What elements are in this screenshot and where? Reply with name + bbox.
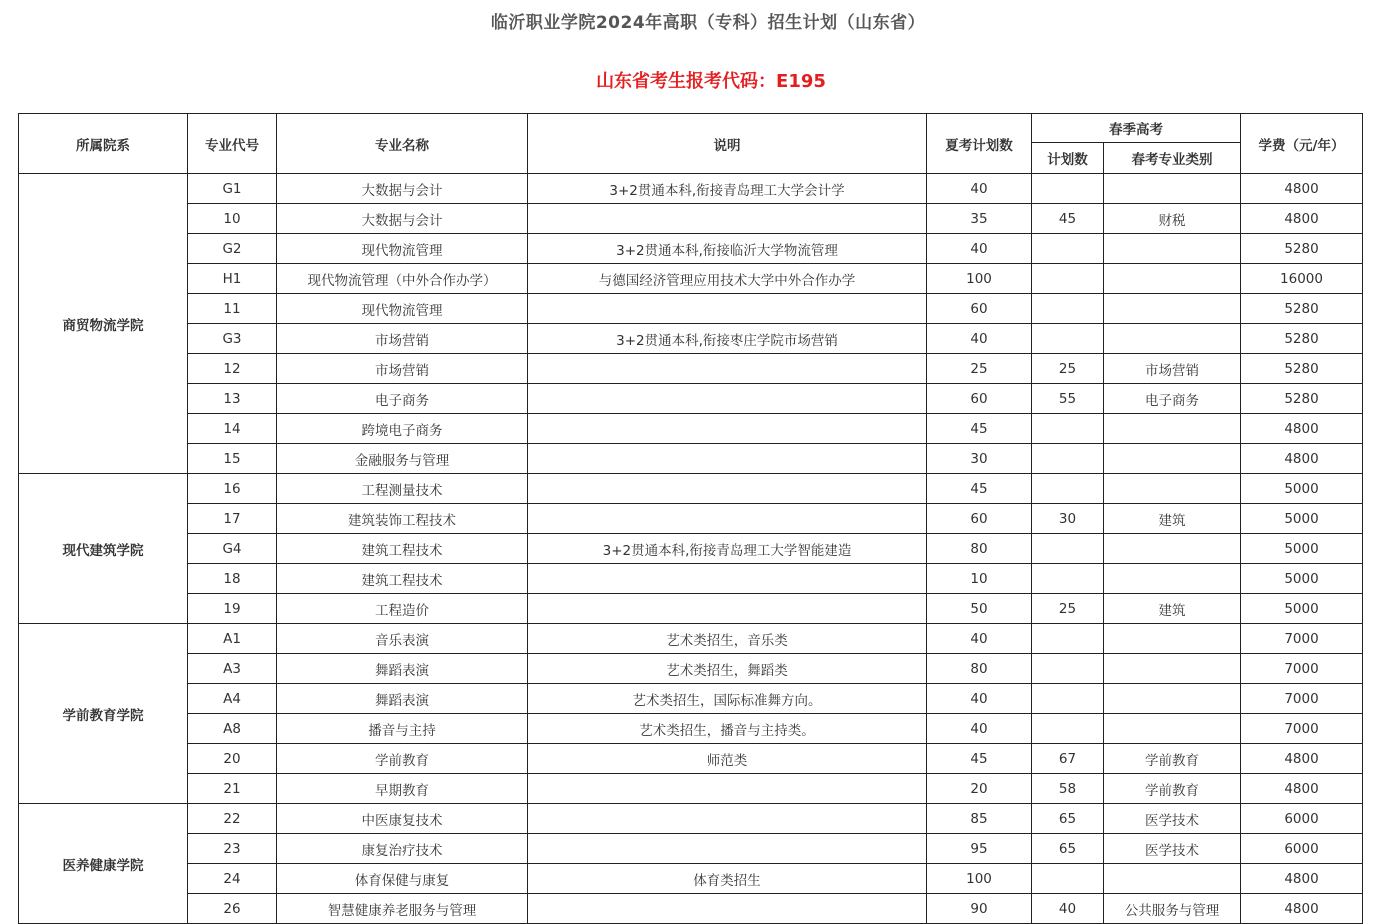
cell-major: 工程测量技术 xyxy=(277,474,528,504)
table-row xyxy=(19,864,1363,894)
table-row xyxy=(19,354,1363,384)
cell-spring-category xyxy=(1104,864,1241,894)
cell-spring-category xyxy=(1104,294,1241,324)
cell-note xyxy=(528,354,927,384)
cell-note: 艺术类招生，音乐类 xyxy=(528,624,927,654)
cell-college: 学前教育学院 xyxy=(19,624,188,804)
table-row xyxy=(19,804,1363,834)
table-row xyxy=(19,174,1363,204)
table-row xyxy=(19,444,1363,474)
cell-summer-plan: 45 xyxy=(927,744,1032,774)
cell-code: 12 xyxy=(188,354,277,384)
table-row xyxy=(19,204,1363,234)
cell-major: 市场营销 xyxy=(277,324,528,354)
cell-fee: 7000 xyxy=(1241,684,1363,714)
cell-college: 商贸物流学院 xyxy=(19,174,188,474)
cell-fee: 5280 xyxy=(1241,384,1363,414)
cell-code: 23 xyxy=(188,834,277,864)
cell-college: 医养健康学院 xyxy=(19,804,188,924)
table-row xyxy=(19,384,1363,414)
cell-fee: 4800 xyxy=(1241,414,1363,444)
cell-spring-category xyxy=(1104,474,1241,504)
table-row xyxy=(19,504,1363,534)
cell-note: 艺术类招生，国际标准舞方向。 xyxy=(528,684,927,714)
cell-major: 舞蹈表演 xyxy=(277,654,528,684)
table-row xyxy=(19,474,1363,504)
cell-code: 24 xyxy=(188,864,277,894)
cell-fee: 5000 xyxy=(1241,504,1363,534)
cell-spring-category xyxy=(1104,324,1241,354)
cell-spring-plan xyxy=(1032,324,1104,354)
cell-summer-plan: 30 xyxy=(927,444,1032,474)
cell-code: 16 xyxy=(188,474,277,504)
cell-fee: 16000 xyxy=(1241,264,1363,294)
cell-spring-category: 医学技术 xyxy=(1104,834,1241,864)
cell-spring-category xyxy=(1104,444,1241,474)
cell-major: 学前教育 xyxy=(277,744,528,774)
cell-fee: 5000 xyxy=(1241,534,1363,564)
cell-spring-category: 财税 xyxy=(1104,204,1241,234)
cell-note xyxy=(528,804,927,834)
cell-summer-plan: 80 xyxy=(927,654,1032,684)
cell-major: 体育保健与康复 xyxy=(277,864,528,894)
cell-spring-plan: 40 xyxy=(1032,894,1104,924)
cell-major: 金融服务与管理 xyxy=(277,444,528,474)
cell-spring-plan xyxy=(1032,624,1104,654)
cell-spring-plan: 30 xyxy=(1032,504,1104,534)
header-summer-plan: 夏考计划数 xyxy=(927,114,1032,174)
cell-fee: 4800 xyxy=(1241,774,1363,804)
cell-note: 艺术类招生，舞蹈类 xyxy=(528,654,927,684)
cell-note: 3+2贯通本科,衔接枣庄学院市场营销 xyxy=(528,324,927,354)
cell-summer-plan: 25 xyxy=(927,354,1032,384)
cell-fee: 5000 xyxy=(1241,594,1363,624)
cell-code: A3 xyxy=(188,654,277,684)
cell-summer-plan: 45 xyxy=(927,414,1032,444)
cell-fee: 5000 xyxy=(1241,564,1363,594)
cell-code: 22 xyxy=(188,804,277,834)
cell-note: 师范类 xyxy=(528,744,927,774)
cell-major: 现代物流管理（中外合作办学） xyxy=(277,264,528,294)
table-body xyxy=(19,174,1363,924)
cell-spring-plan xyxy=(1032,444,1104,474)
cell-spring-plan: 58 xyxy=(1032,774,1104,804)
cell-note xyxy=(528,414,927,444)
cell-code: 17 xyxy=(188,504,277,534)
cell-major: 康复治疗技术 xyxy=(277,834,528,864)
cell-spring-plan xyxy=(1032,654,1104,684)
cell-major: 跨境电子商务 xyxy=(277,414,528,444)
header-spring-plan: 计划数 xyxy=(1032,143,1104,174)
cell-major: 智慧健康养老服务与管理 xyxy=(277,894,528,924)
cell-code: 13 xyxy=(188,384,277,414)
cell-code: 26 xyxy=(188,894,277,924)
cell-fee: 5280 xyxy=(1241,354,1363,384)
cell-summer-plan: 100 xyxy=(927,264,1032,294)
cell-fee: 5280 xyxy=(1241,324,1363,354)
cell-major: 播音与主持 xyxy=(277,714,528,744)
cell-spring-category xyxy=(1104,414,1241,444)
table-row xyxy=(19,414,1363,444)
cell-code: 18 xyxy=(188,564,277,594)
cell-major: 电子商务 xyxy=(277,384,528,414)
header-spring-category: 春考专业类别 xyxy=(1104,143,1241,174)
cell-fee: 6000 xyxy=(1241,834,1363,864)
cell-spring-category xyxy=(1104,654,1241,684)
cell-note xyxy=(528,594,927,624)
cell-note xyxy=(528,894,927,924)
cell-spring-category xyxy=(1104,684,1241,714)
cell-code: H1 xyxy=(188,264,277,294)
cell-summer-plan: 40 xyxy=(927,174,1032,204)
cell-spring-plan xyxy=(1032,234,1104,264)
cell-code: A8 xyxy=(188,714,277,744)
cell-code: A4 xyxy=(188,684,277,714)
cell-code: G1 xyxy=(188,174,277,204)
table-row xyxy=(19,234,1363,264)
table-row xyxy=(19,714,1363,744)
cell-summer-plan: 60 xyxy=(927,504,1032,534)
cell-note: 3+2贯通本科,衔接青岛理工大学智能建造 xyxy=(528,534,927,564)
cell-spring-category: 学前教育 xyxy=(1104,774,1241,804)
table-row xyxy=(19,564,1363,594)
cell-spring-plan: 45 xyxy=(1032,204,1104,234)
cell-spring-plan: 65 xyxy=(1032,834,1104,864)
cell-note: 与德国经济管理应用技术大学中外合作办学 xyxy=(528,264,927,294)
cell-summer-plan: 100 xyxy=(927,864,1032,894)
cell-major: 市场营销 xyxy=(277,354,528,384)
table-row xyxy=(19,774,1363,804)
cell-code: 10 xyxy=(188,204,277,234)
cell-summer-plan: 60 xyxy=(927,384,1032,414)
cell-spring-plan xyxy=(1032,474,1104,504)
cell-fee: 4800 xyxy=(1241,864,1363,894)
cell-spring-plan xyxy=(1032,564,1104,594)
cell-spring-plan xyxy=(1032,864,1104,894)
table-row xyxy=(19,324,1363,354)
cell-major: 中医康复技术 xyxy=(277,804,528,834)
cell-code: 15 xyxy=(188,444,277,474)
cell-fee: 4800 xyxy=(1241,894,1363,924)
cell-summer-plan: 85 xyxy=(927,804,1032,834)
header-spring-exam: 春季高考 xyxy=(1032,114,1241,143)
table-row xyxy=(19,894,1363,924)
cell-spring-category xyxy=(1104,564,1241,594)
cell-spring-plan: 25 xyxy=(1032,594,1104,624)
cell-spring-category: 市场营销 xyxy=(1104,354,1241,384)
cell-spring-plan xyxy=(1032,264,1104,294)
cell-spring-plan xyxy=(1032,414,1104,444)
table-row xyxy=(19,594,1363,624)
cell-major: 大数据与会计 xyxy=(277,174,528,204)
cell-spring-category xyxy=(1104,534,1241,564)
cell-spring-category: 建筑 xyxy=(1104,594,1241,624)
cell-code: 14 xyxy=(188,414,277,444)
cell-fee: 7000 xyxy=(1241,714,1363,744)
application-code: 山东省考生报考代码：E195 xyxy=(596,71,826,92)
cell-note xyxy=(528,834,927,864)
cell-spring-plan xyxy=(1032,294,1104,324)
cell-major: 现代物流管理 xyxy=(277,294,528,324)
cell-note xyxy=(528,384,927,414)
cell-fee: 7000 xyxy=(1241,654,1363,684)
cell-spring-category: 建筑 xyxy=(1104,504,1241,534)
table-row xyxy=(19,654,1363,684)
cell-note: 体育类招生 xyxy=(528,864,927,894)
cell-fee: 5280 xyxy=(1241,294,1363,324)
cell-summer-plan: 95 xyxy=(927,834,1032,864)
table-row xyxy=(19,624,1363,654)
cell-summer-plan: 80 xyxy=(927,534,1032,564)
cell-code: 19 xyxy=(188,594,277,624)
cell-spring-category xyxy=(1104,234,1241,264)
cell-summer-plan: 90 xyxy=(927,894,1032,924)
cell-spring-plan: 25 xyxy=(1032,354,1104,384)
table-row xyxy=(19,264,1363,294)
cell-major: 建筑工程技术 xyxy=(277,534,528,564)
cell-major: 现代物流管理 xyxy=(277,234,528,264)
cell-note xyxy=(528,204,927,234)
cell-note xyxy=(528,564,927,594)
cell-note: 艺术类招生，播音与主持类。 xyxy=(528,714,927,744)
cell-summer-plan: 35 xyxy=(927,204,1032,234)
table-row xyxy=(19,684,1363,714)
cell-major: 早期教育 xyxy=(277,774,528,804)
cell-spring-plan xyxy=(1032,174,1104,204)
page-title: 临沂职业学院2024年高职（专科）招生计划（山东省） xyxy=(490,13,926,33)
cell-summer-plan: 10 xyxy=(927,564,1032,594)
cell-spring-category xyxy=(1104,174,1241,204)
cell-code: G4 xyxy=(188,534,277,564)
cell-major: 舞蹈表演 xyxy=(277,684,528,714)
table-row xyxy=(19,534,1363,564)
cell-spring-category: 公共服务与管理 xyxy=(1104,894,1241,924)
cell-spring-category xyxy=(1104,714,1241,744)
cell-spring-plan xyxy=(1032,714,1104,744)
table-row xyxy=(19,294,1363,324)
cell-code: 21 xyxy=(188,774,277,804)
cell-spring-category: 电子商务 xyxy=(1104,384,1241,414)
cell-note xyxy=(528,774,927,804)
cell-note xyxy=(528,444,927,474)
cell-code: 11 xyxy=(188,294,277,324)
cell-major: 工程造价 xyxy=(277,594,528,624)
cell-spring-category xyxy=(1104,624,1241,654)
cell-fee: 5280 xyxy=(1241,234,1363,264)
cell-fee: 7000 xyxy=(1241,624,1363,654)
cell-code: A1 xyxy=(188,624,277,654)
cell-summer-plan: 60 xyxy=(927,294,1032,324)
cell-major: 建筑工程技术 xyxy=(277,564,528,594)
cell-note: 3+2贯通本科,衔接青岛理工大学会计学 xyxy=(528,174,927,204)
cell-major: 音乐表演 xyxy=(277,624,528,654)
cell-note xyxy=(528,474,927,504)
cell-code: G3 xyxy=(188,324,277,354)
cell-fee: 4800 xyxy=(1241,444,1363,474)
cell-note xyxy=(528,504,927,534)
cell-summer-plan: 40 xyxy=(927,324,1032,354)
cell-fee: 4800 xyxy=(1241,744,1363,774)
header-college: 所属院系 xyxy=(19,114,188,174)
cell-spring-plan: 55 xyxy=(1032,384,1104,414)
cell-summer-plan: 20 xyxy=(927,774,1032,804)
cell-code: G2 xyxy=(188,234,277,264)
cell-spring-category: 医学技术 xyxy=(1104,804,1241,834)
cell-note: 3+2贯通本科,衔接临沂大学物流管理 xyxy=(528,234,927,264)
cell-summer-plan: 40 xyxy=(927,234,1032,264)
cell-spring-plan: 65 xyxy=(1032,804,1104,834)
cell-spring-category xyxy=(1104,264,1241,294)
cell-spring-category: 学前教育 xyxy=(1104,744,1241,774)
enrollment-plan-table xyxy=(18,113,1363,924)
cell-summer-plan: 40 xyxy=(927,714,1032,744)
cell-fee: 6000 xyxy=(1241,804,1363,834)
cell-summer-plan: 45 xyxy=(927,474,1032,504)
cell-fee: 4800 xyxy=(1241,204,1363,234)
header-code: 专业代号 xyxy=(188,114,277,174)
cell-spring-plan xyxy=(1032,534,1104,564)
cell-summer-plan: 40 xyxy=(927,684,1032,714)
cell-note xyxy=(528,294,927,324)
cell-code: 20 xyxy=(188,744,277,774)
header-fee: 学费（元/年） xyxy=(1241,114,1363,174)
cell-college: 现代建筑学院 xyxy=(19,474,188,624)
cell-major: 建筑装饰工程技术 xyxy=(277,504,528,534)
cell-spring-plan: 67 xyxy=(1032,744,1104,774)
cell-summer-plan: 40 xyxy=(927,624,1032,654)
table-row xyxy=(19,834,1363,864)
cell-spring-plan xyxy=(1032,684,1104,714)
header-major: 专业名称 xyxy=(277,114,528,174)
cell-major: 大数据与会计 xyxy=(277,204,528,234)
header-note: 说明 xyxy=(528,114,927,174)
cell-fee: 4800 xyxy=(1241,174,1363,204)
table-row xyxy=(19,744,1363,774)
cell-summer-plan: 50 xyxy=(927,594,1032,624)
cell-fee: 5000 xyxy=(1241,474,1363,504)
